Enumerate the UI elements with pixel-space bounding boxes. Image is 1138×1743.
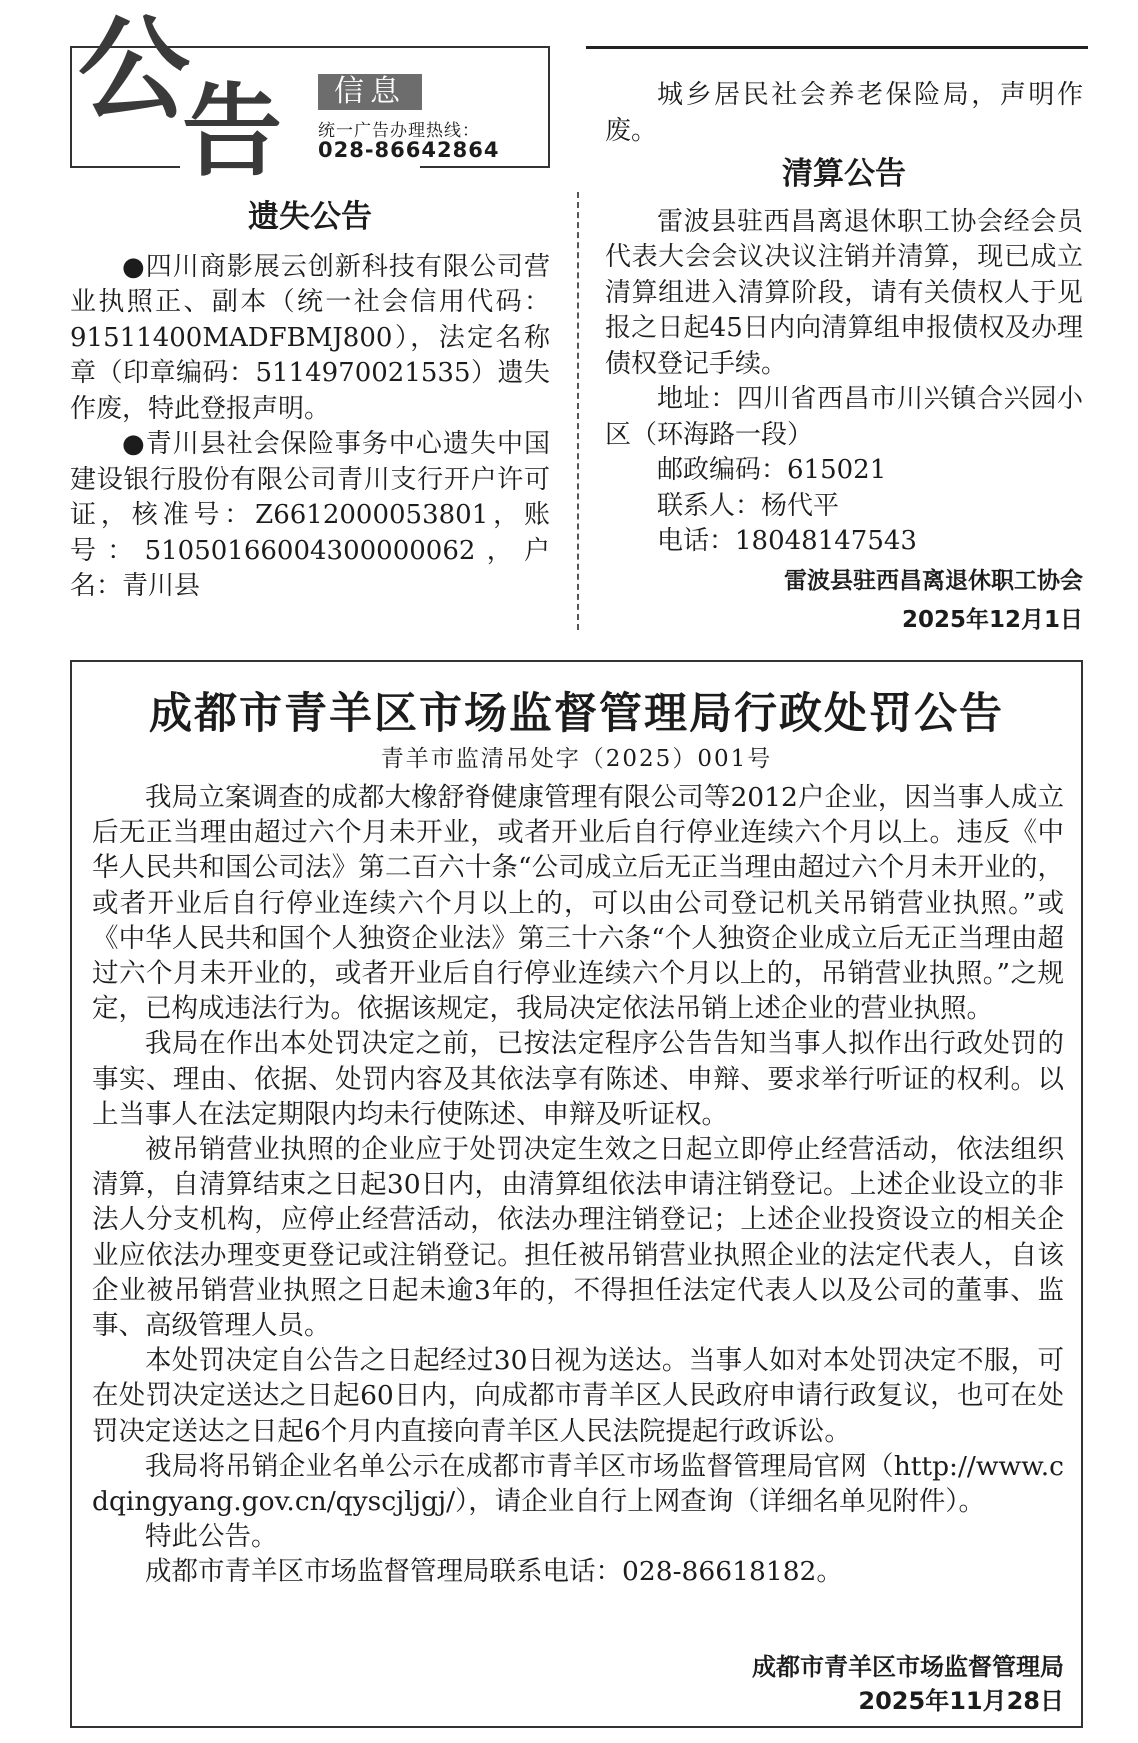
main-paragraph-3: 被吊销营业执照的企业应于处罚决定生效之日起立即停止经营活动，依法组织清算，自清算结束之日起30日内，由清算组依法申请注销登记。上述企业设立的非法人分支机构，应停止经营活动，依法办理注销登记；上述企业投资设立的相关企业应依法办理变更登记或注销登记。担任被吊销营业执照企业的法定代表人，自该企业被吊销营业执照之日起未逾3年的，不得担任法定代表人以及公司的董事、监事、高级管理人员。: [92, 1134, 1064, 1342]
right-column: [605, 78, 1083, 639]
main-notice-title: 成都市青羊区市场监督管理局行政处罚公告: [149, 689, 1004, 739]
liquidation-contact: 联系人：杨代平: [657, 490, 840, 521]
liquidation-body: 雷波县驻西昌离退休职工协会经会员代表大会会议决议注销并清算，现已成立清算组进入清算阶段，请有关债权人于见报之日起45日内向清算组申报债权及办理债权登记手续。: [605, 206, 1083, 379]
hotline-label: 统一广告办理热线：: [318, 121, 480, 141]
column-divider: [577, 192, 579, 630]
header-frame-rule-left: [70, 166, 180, 168]
main-notice-signature: 成都市青羊区市场监督管理局: [752, 1653, 1064, 1681]
lost-notice-item-1: ●四川商影展云创新科技有限公司营业执照正、副本（统一社会信用代码：91511400MADFBMJ800），法定名称章（印章编码：5114970021535）遗失作废，特此登报声明。: [70, 251, 550, 424]
lost-notice-item-2: ●青川县社会保险事务中心遗失中国建设银行股份有限公司青川支行开户许可证，核准号：Z6612000053801，账号：51050166004300000062，户名：青川县: [70, 429, 550, 601]
main-paragraph-2: 我局在作出本处罚决定之前，已按法定程序公告告知当事人拟作出行政处罚的事实、理由、依据、处罚内容及其依法享有陈述、申辩、要求举行听证的权利。以上当事人在法定期限内均未行使陈述、申辩及听证权。: [92, 1028, 1064, 1130]
main-paragraph-5: 我局将吊销企业名单公示在成都市青羊区市场监督管理局官网（http://www.cdqingyang.gov.cn/qyscjljgj/），请企业自行上网查询（详细名单见附件）。: [92, 1450, 1064, 1518]
main-paragraph-1: 我局立案调查的成都大橡舒脊健康管理有限公司等2012户企业，因当事人成立后无正当理由超过六个月未开业，或者开业后自行停业连续六个月以上。违反《中华人民共和国公司法》第二百六十条“公司成立后无正当理由超过六个月未开业的，或者开业后自行停业连续六个月以上的，可以由公司登记机关吊销营业执照。”或《中华人民共和国个人独资企业法》第三十六条“个人独资企业成立后无正当理由超过六个月未开业的，或者开业后自行停业连续六个月以上的，吊销营业执照。”之规定，已构成违法行为。依据该规定，我局决定依法吊销上述企业的营业执照。: [92, 782, 1064, 1025]
hotline-number: 028-86642864: [318, 138, 500, 162]
main-paragraph-7: 成都市青羊区市场监督管理局联系电话：028-86618182。: [145, 1556, 843, 1588]
header-char-gong: 公: [78, 5, 190, 135]
header-info-badge: 信息: [318, 74, 422, 110]
lost-notice-column: [70, 200, 550, 605]
lost-notice-title: 遗失公告: [248, 199, 372, 235]
header-char-gao: 告: [182, 73, 282, 190]
liquidation-phone: 电话：18048147543: [657, 526, 917, 556]
liquidation-postcode: 邮政编码：615021: [657, 455, 887, 485]
main-notice-signature-block: [92, 1650, 1064, 1718]
main-notice-body: [92, 780, 1064, 1590]
header-frame-rule-right: [420, 166, 548, 168]
main-paragraph-4: 本处罚决定自公告之日起经过30日视为送达。当事人如对本处罚决定不服，可在处罚决定送达之日起60日内，向成都市青羊区人民政府申请行政复议，也可在处罚决定送达之日起6个月内直接向青羊区人民法院提起行政诉讼。: [92, 1345, 1064, 1447]
main-notice-date: 2025年11月28日: [858, 1687, 1064, 1715]
liquidation-signature: 雷波县驻西昌离退休职工协会: [784, 567, 1083, 594]
liquidation-address: 地址：四川省西昌市川兴镇合兴园小区（环海路一段）: [605, 384, 1083, 450]
liquidation-title: 清算公告: [782, 156, 906, 192]
continuation-text: 城乡居民社会养老保险局，声明作废。: [605, 80, 1083, 146]
liquidation-date: 2025年12月1日: [901, 607, 1083, 633]
top-rule: [586, 46, 1088, 49]
main-paragraph-6: 特此公告。: [145, 1521, 278, 1553]
main-notice-doc-number: 青羊市监清吊处字（2025）001号: [380, 746, 773, 772]
